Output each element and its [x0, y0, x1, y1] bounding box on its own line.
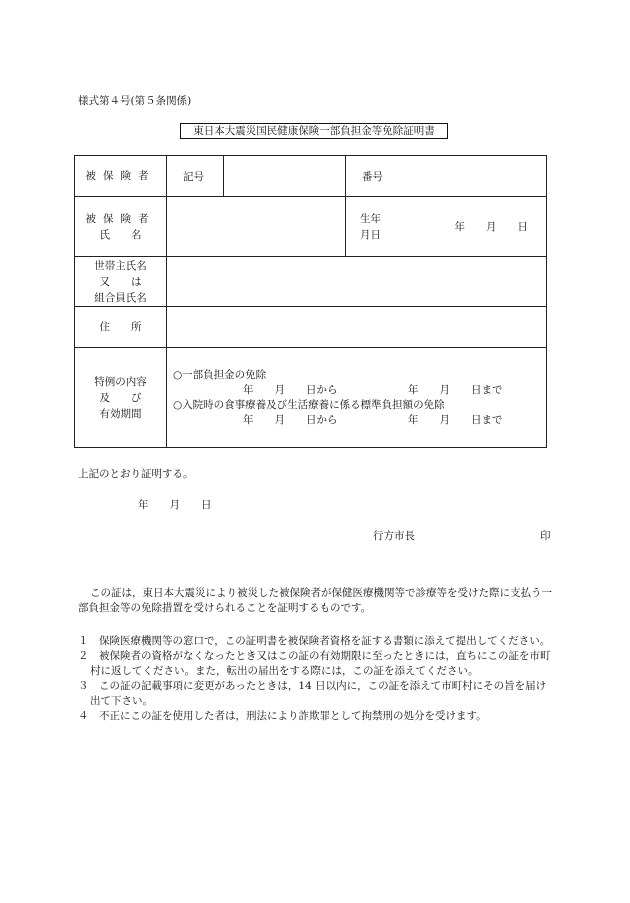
notes-list — [78, 634, 554, 724]
address-label: 住 所 — [75, 307, 167, 348]
note-item: ４ 不正にこの証を使用した者は，刑法により詐欺罪として拘禁刑の処分を受けます。 — [78, 710, 487, 722]
birth-label: 生年 月日 — [360, 212, 381, 241]
householder-field[interactable] — [167, 257, 547, 307]
name-label: 被保険者 氏 名 — [75, 197, 167, 257]
bango-label: 番号 — [362, 170, 383, 183]
kigo-field[interactable] — [224, 156, 346, 197]
mayor-label: 行方市長 — [373, 530, 415, 542]
seal-mark: 印 — [540, 530, 551, 542]
option-1[interactable]: ○一部負担金の免除 — [173, 368, 267, 381]
address-field[interactable] — [167, 307, 547, 348]
description-paragraph: この証は，東日本大震災により被災した被保険者が保健医療機関等で診療等を受けた際に支払う一部負担金等の免除措置を受けられることを証明するものです。 — [78, 587, 552, 614]
insured-label: 被保険者 — [75, 156, 167, 197]
name-field[interactable] — [167, 197, 346, 257]
special-content — [167, 348, 547, 448]
option-2-period: 年 月 日から 年 月 日まで — [243, 413, 503, 426]
kigo-label-cell: 記号 — [167, 156, 224, 197]
note-item: ２ 被保険者の資格がなくなったとき又はこの証の有効期限に至ったときには，直ちにこの証を市町村に返してください。また，転出の届出をする際には，この証を添えてください。 — [78, 650, 551, 677]
document-title: 東日本大震災国民健康保険一部負担金等免除証明書 — [180, 123, 448, 139]
option-2[interactable]: ○入院時の食事療養及び生活療養に係る標準負担額の免除 — [173, 398, 445, 411]
bango-cell[interactable] — [346, 156, 547, 197]
certify-text: 上記のとおり証明する。 — [78, 468, 194, 480]
option-1-period: 年 月 日から 年 月 日まで — [243, 383, 503, 396]
birth-cell[interactable] — [346, 197, 547, 257]
date-blank[interactable]: 年 月 日 — [138, 499, 212, 511]
form-number: 様式第４号(第５条関係) — [78, 95, 192, 107]
note-item: ３ この証の記載事項に変更があったときは，14 日以内に，この証を添えて市町村にその旨を届け出て下さい。 — [78, 680, 547, 707]
birth-value: 年 月 日 — [454, 221, 528, 233]
householder-label: 世帯主氏名 又 は 組合員氏名 — [75, 257, 167, 307]
certificate-table — [74, 155, 547, 448]
note-item: １ 保険医療機関等の窓口で，この証明書を被保険者資格を証する書類に添えて提出してください。 — [78, 635, 551, 647]
special-label: 特例の内容 及 び 有効期間 — [75, 348, 167, 448]
